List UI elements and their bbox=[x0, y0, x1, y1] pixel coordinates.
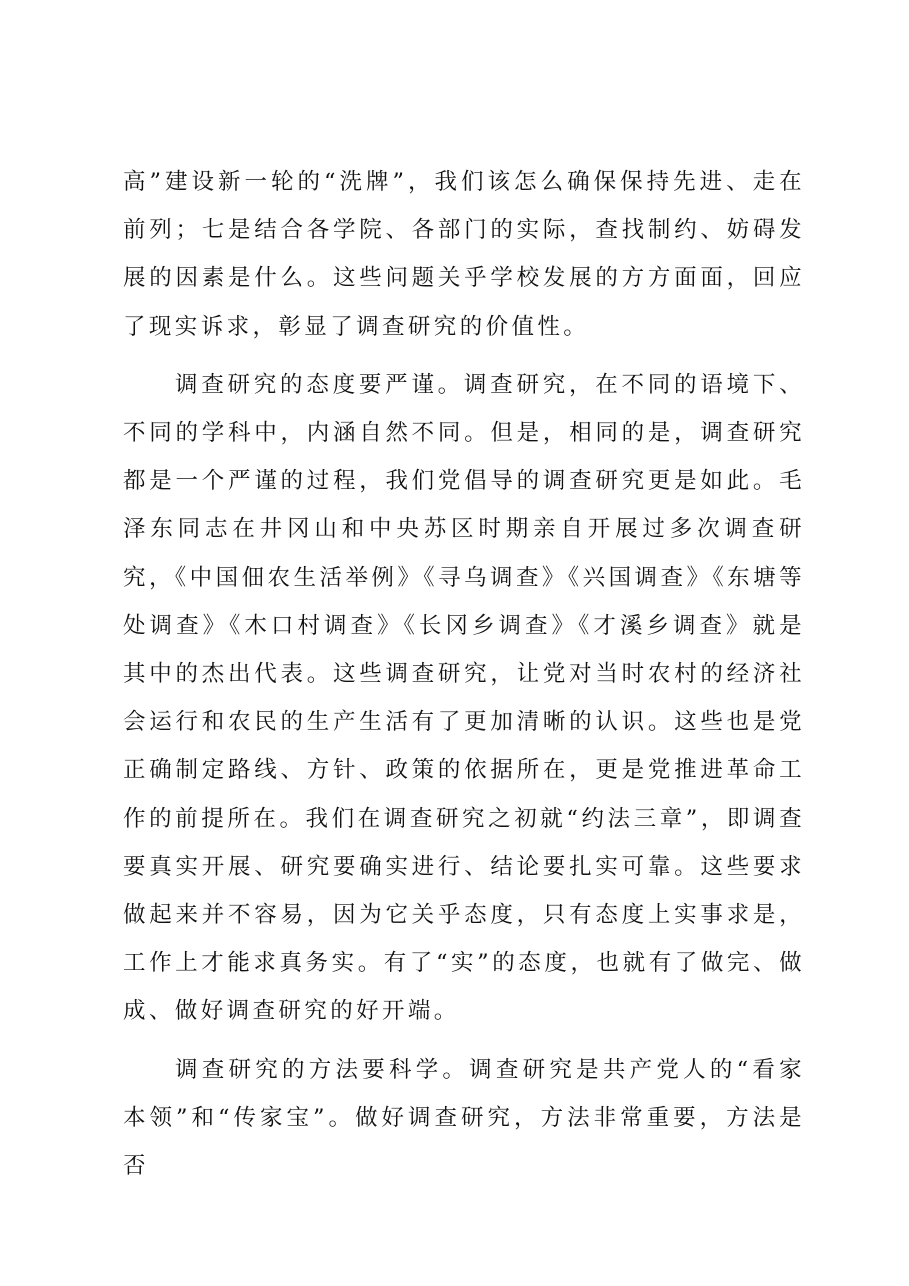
paragraph-1: 高”建设新一轮的“洗牌”，我们该怎么确保保持先进、走在前列；七是结合各学院、各部门的实际，查找制约、妨碍发展的因素是什么。这些问题关乎学校发展的方方面面，回应了现实诉求，彰显了调查研究的价值性。 bbox=[123, 169, 805, 340]
document-body bbox=[123, 158, 805, 1190]
paragraph-2: 调查研究的态度要严谨。调查研究，在不同的语境下、不同的学科中，内涵自然不同。但是，相同的是，调查研究都是一个严谨的过程，我们党倡导的调查研究更是如此。毛泽东同志在井冈山和中央苏区时期亲自开展过多次调查研究，《中国佃农生活举例》《寻乌调查》《兴国调查》《东塘等处调查》《木口村调查》《长冈乡调查》《才溪乡调查》就是其中的杰出代表。这些调查研究，让党对当时农村的经济社会运行和农民的生产生活有了更加清晰的认识。这些也是党正确制定路线、方针、政策的依据所在，更是党推进革命工作的前提所在。我们在调查研究之初就“约法三章”，即调查要真实开展、研究要确实进行、结论要扎实可靠。这些要求做起来并不容易，因为它关乎态度，只有态度上实事求是，工作上才能求真务实。有了“实”的态度，也就有了做完、做成、做好调查研究的好开端。 bbox=[123, 371, 805, 1025]
paragraph-3: 调查研究的方法要科学。调查研究是共产党人的“看家本领”和“传家宝”。做好调查研究，方法非常重要，方法是否 bbox=[123, 1056, 805, 1180]
